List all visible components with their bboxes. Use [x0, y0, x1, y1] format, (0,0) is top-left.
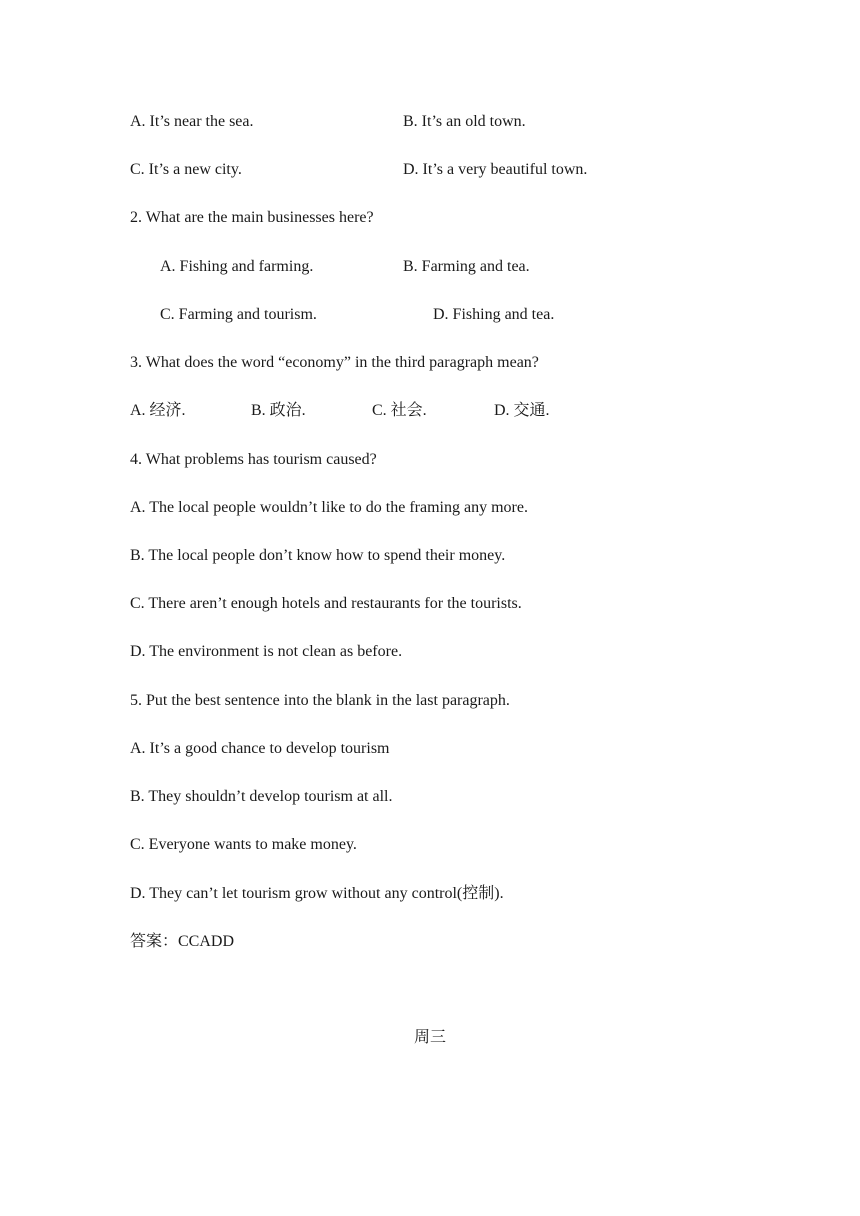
q2-question: 2. What are the main businesses here?	[130, 209, 374, 226]
q5-option-c: C. Everyone wants to make money.	[130, 836, 357, 853]
q4-option-c: C. There aren’t enough hotels and restaurants for the tourists.	[130, 595, 522, 612]
q4-option-d: D. The environment is not clean as before.	[130, 643, 403, 660]
q2-option-b: B. Farming and tea.	[403, 258, 530, 275]
q1-option-c: C. It’s a new city.	[130, 161, 242, 178]
q3-question: 3. What does the word “economy” in the third paragraph mean?	[130, 354, 539, 371]
q5-option-d: D. They can’t let tourism grow without any control(控制).	[130, 885, 504, 902]
q3-option-b: B. 政治.	[251, 402, 306, 419]
section-heading: 周三	[413, 1029, 446, 1046]
q4-option-a: A. The local people wouldn’t like to do the framing any more.	[130, 499, 528, 516]
q2-option-a: A. Fishing and farming.	[160, 258, 314, 275]
q3-option-a: A. 经济.	[130, 402, 186, 419]
q5-option-a: A. It’s a good chance to develop tourism	[130, 740, 390, 757]
q5-question: 5. Put the best sentence into the blank in the last paragraph.	[130, 692, 510, 709]
q5-option-b: B. They shouldn’t develop tourism at all.	[130, 788, 393, 805]
q1-option-d: D. It’s a very beautiful town.	[403, 161, 588, 178]
q1-option-a: A. It’s near the sea.	[130, 113, 254, 130]
q3-option-d: D. 交通.	[494, 402, 550, 419]
q2-option-d: D. Fishing and tea.	[433, 306, 555, 323]
q1-option-b: B. It’s an old town.	[403, 113, 526, 130]
q4-option-b: B. The local people don’t know how to spend their money.	[130, 547, 506, 564]
answer-key: 答案：CCADD	[130, 933, 235, 950]
q4-question: 4. What problems has tourism caused?	[130, 451, 377, 468]
q3-option-c: C. 社会.	[372, 402, 427, 419]
q2-option-c: C. Farming and tourism.	[160, 306, 317, 323]
